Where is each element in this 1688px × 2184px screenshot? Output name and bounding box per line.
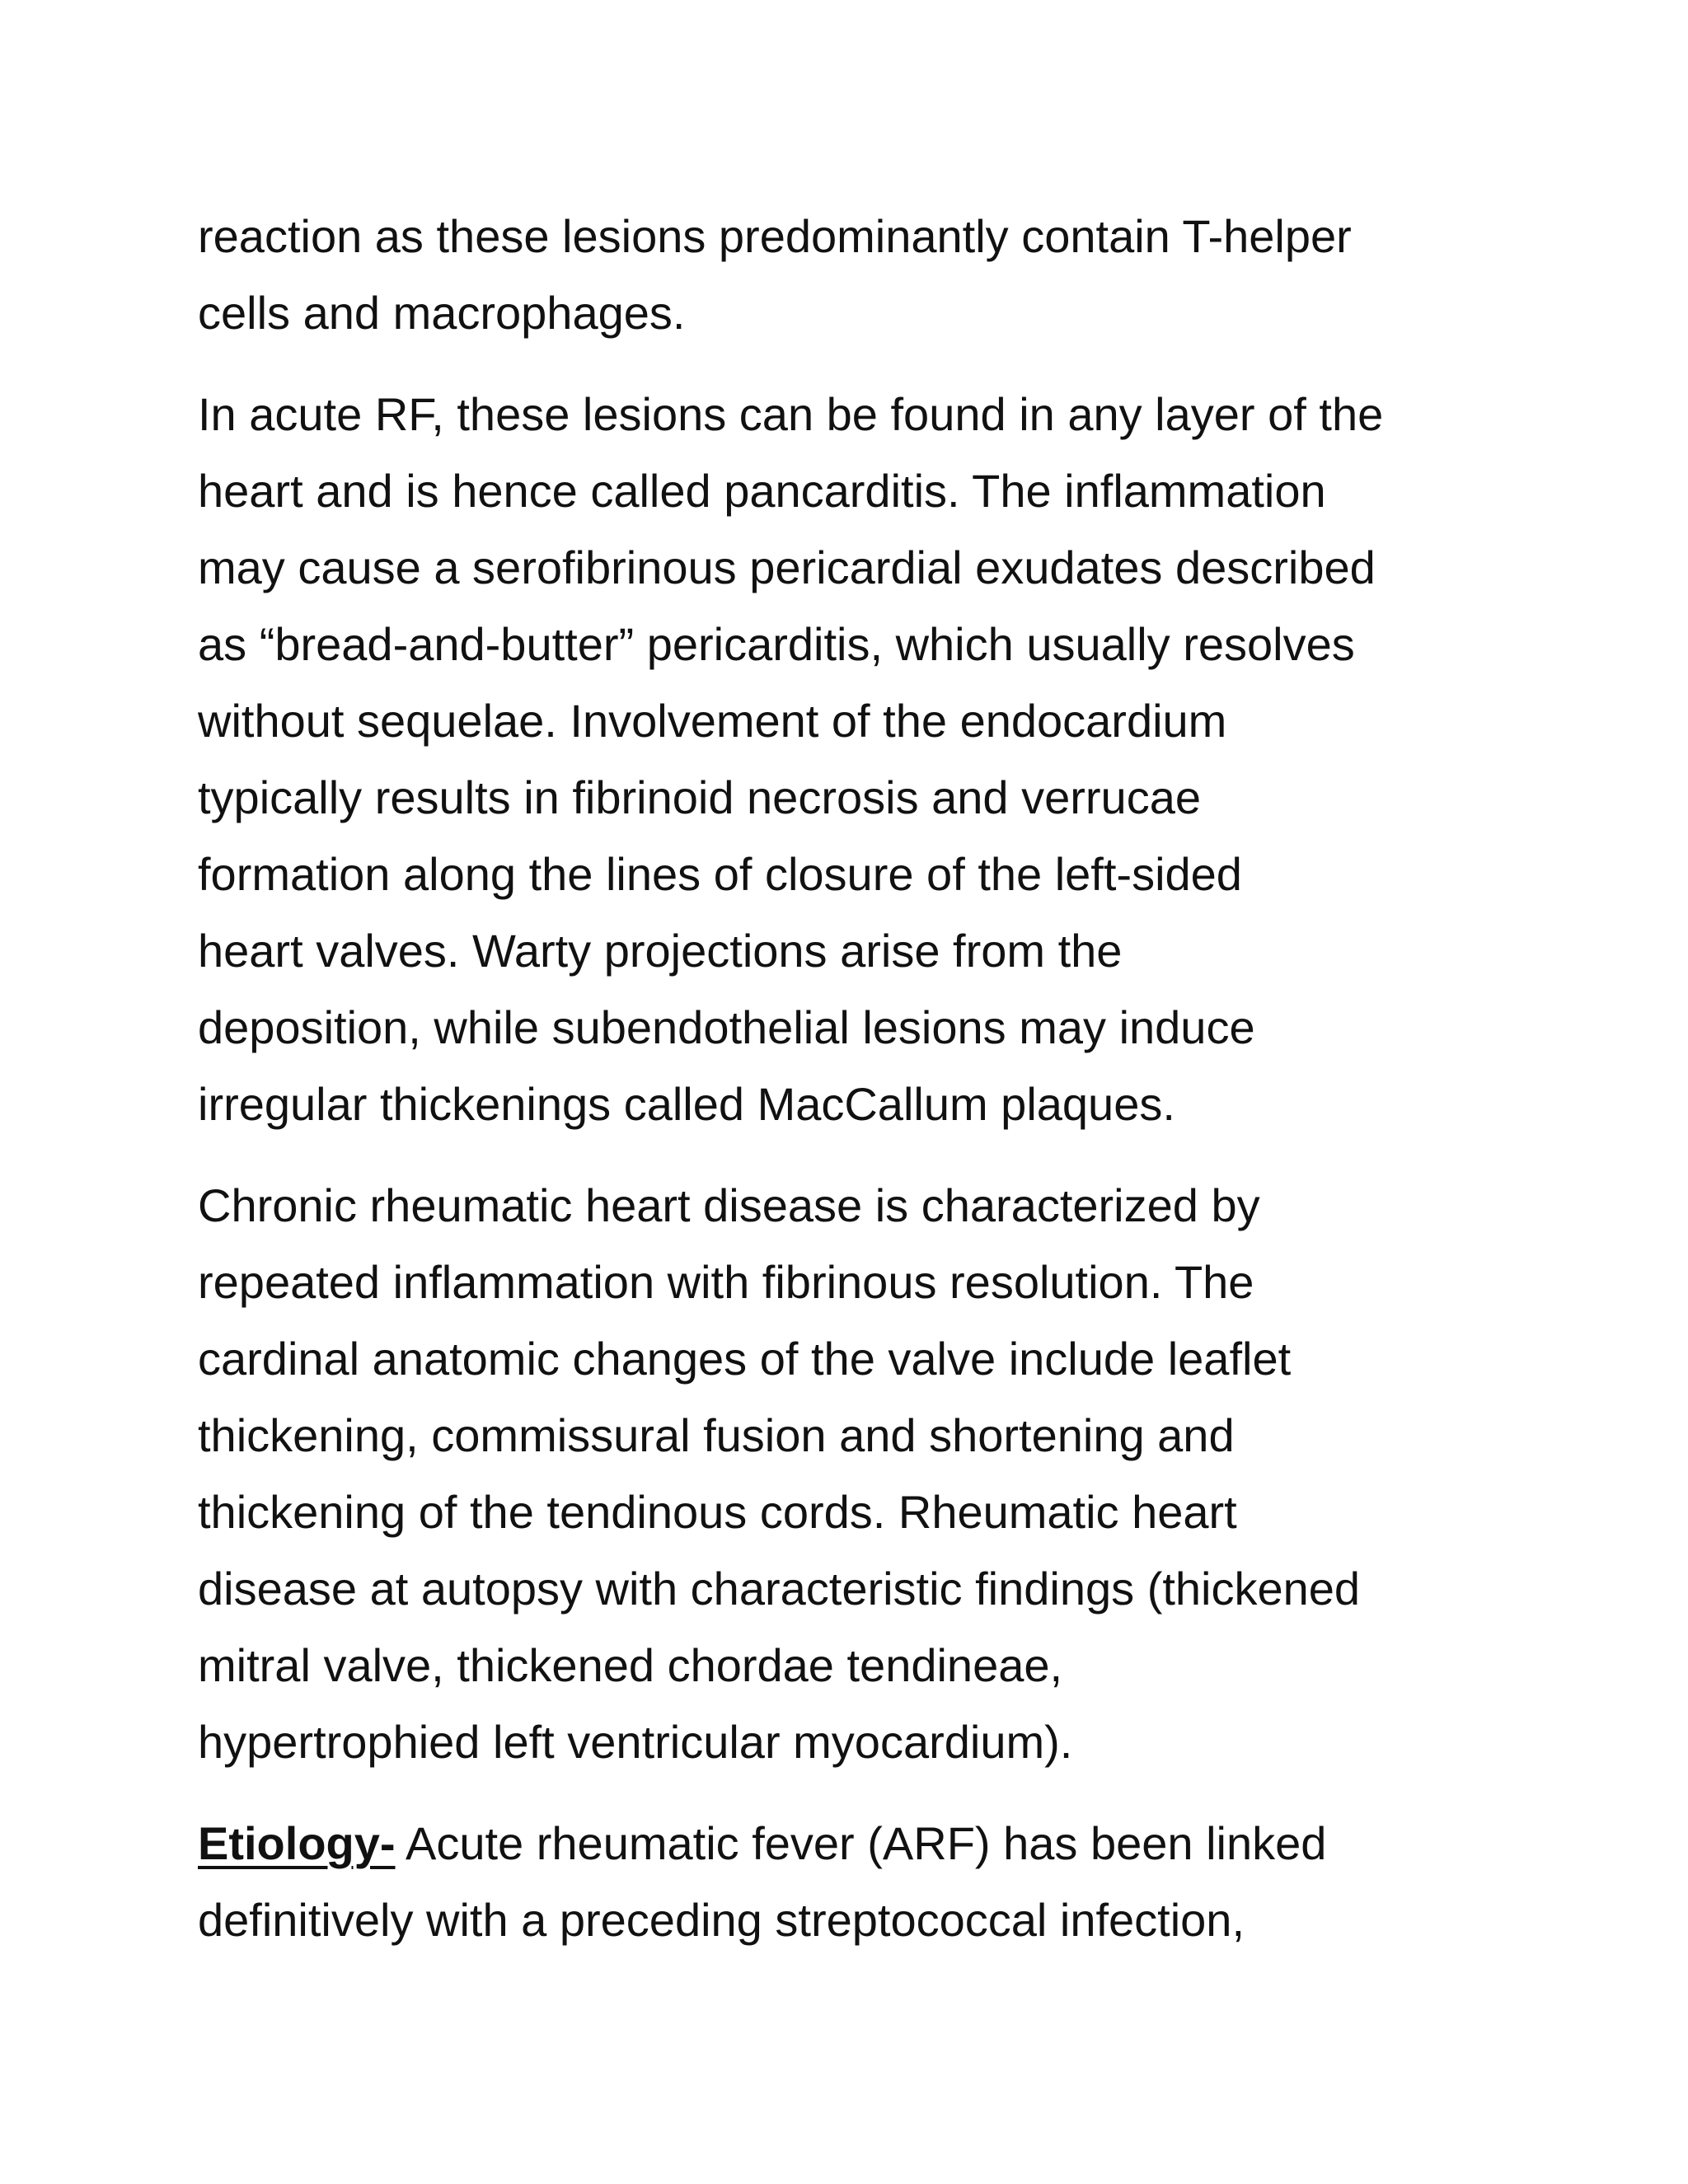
paragraph-chronic-rhd xyxy=(198,1167,1500,1780)
text-line: cardinal anatomic changes of the valve include leaflet xyxy=(198,1333,1292,1385)
paragraph-lesion-cells xyxy=(198,198,1500,351)
etiology-text: Acute rheumatic fever (ARF) has been linked xyxy=(395,1817,1327,1869)
text-line: In acute RF, these lesions can be found in any layer of the xyxy=(198,388,1384,440)
paragraph-acute-rf xyxy=(198,376,1500,1142)
text-line: typically results in fibrinoid necrosis and verrucae xyxy=(198,771,1201,823)
etiology-heading: Etiology- xyxy=(198,1817,396,1869)
text-line: as “bread-and-butter” pericarditis, which usually resolves xyxy=(198,618,1355,670)
text-line: without sequelae. Involvement of the endocardium xyxy=(198,695,1227,747)
text-line: hypertrophied left ventricular myocardium). xyxy=(198,1716,1073,1768)
text-line: heart and is hence called pancarditis. The inflammation xyxy=(198,465,1326,517)
text-line: deposition, while subendothelial lesions may induce xyxy=(198,1001,1255,1053)
paragraph-etiology xyxy=(198,1805,1500,1958)
text-line: reaction as these lesions predominantly contain T-helper xyxy=(198,210,1352,262)
text-line: mitral valve, thickened chordae tendineae, xyxy=(198,1639,1063,1691)
text-line: Chronic rheumatic heart disease is characterized by xyxy=(198,1179,1260,1231)
text-line: may cause a serofibrinous pericardial exudates described xyxy=(198,541,1376,593)
text-line: thickening, commissural fusion and shortening and xyxy=(198,1409,1235,1461)
document-body xyxy=(198,198,1500,1983)
text-line: definitively with a preceding streptococcal infection, xyxy=(198,1894,1245,1946)
text-line: thickening of the tendinous cords. Rheumatic heart xyxy=(198,1486,1237,1538)
text-line: cells and macrophages. xyxy=(198,287,686,339)
text-line: repeated inflammation with fibrinous resolution. The xyxy=(198,1256,1254,1308)
text-line: irregular thickenings called MacCallum plaques. xyxy=(198,1078,1175,1130)
etiology-first-line xyxy=(198,1805,1500,1882)
text-line: heart valves. Warty projections arise from the xyxy=(198,925,1123,977)
text-line: disease at autopsy with characteristic findings (thickened xyxy=(198,1563,1361,1615)
text-line: formation along the lines of closure of the left-sided xyxy=(198,848,1242,900)
